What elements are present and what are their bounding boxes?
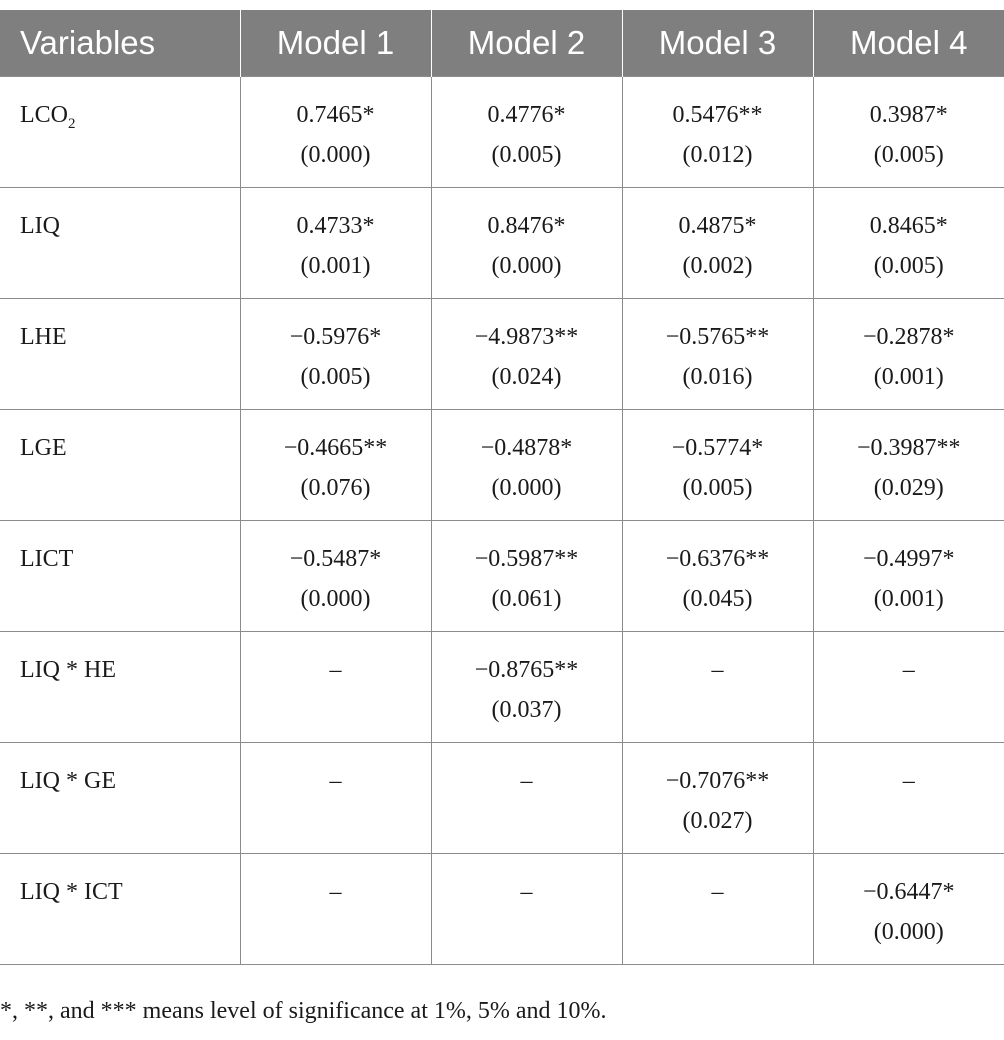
variable-label-text: LIQ * HE (20, 657, 116, 683)
cell-content (432, 77, 622, 175)
variable-label (20, 632, 240, 690)
p-value: (0.000) (300, 142, 371, 168)
model-4-cell (813, 743, 1004, 854)
model-1-cell (240, 743, 431, 854)
model-1-cell (240, 188, 431, 299)
cell-content (623, 77, 813, 175)
variable-cell (0, 77, 240, 188)
model-2-cell (431, 410, 622, 521)
p-value: (0.000) (873, 919, 944, 945)
model-1-cell (240, 410, 431, 521)
p-value: (0.001) (873, 586, 944, 612)
model-3-cell (622, 521, 813, 632)
header-model-2: Model 2 (431, 10, 622, 77)
cell-content (432, 632, 622, 730)
p-value: (0.076) (300, 475, 371, 501)
header-model-3: Model 3 (622, 10, 813, 77)
model-3-cell (622, 299, 813, 410)
p-value: (0.005) (873, 142, 944, 168)
coefficient-value: −0.3987** (856, 435, 961, 461)
p-value: (0.002) (682, 253, 753, 279)
table-row (0, 410, 1004, 521)
table-header (0, 10, 1004, 77)
coefficient-value: −0.2878* (862, 324, 955, 350)
model-4-cell (813, 77, 1004, 188)
cell-content (623, 299, 813, 397)
table-row (0, 632, 1004, 743)
cell-content (432, 521, 622, 619)
coefficient-value: – (329, 879, 342, 905)
coefficient-value: −0.5487* (289, 546, 382, 572)
cell-content (241, 299, 431, 397)
table-row (0, 743, 1004, 854)
cell-content (241, 632, 431, 690)
coefficient-value: −0.5765** (665, 324, 770, 350)
coefficient-value: −0.5774* (671, 435, 764, 461)
model-2-cell (431, 188, 622, 299)
coefficient-value: −0.4878* (480, 435, 573, 461)
cell-content (432, 743, 622, 801)
p-value: (0.012) (682, 142, 753, 168)
p-value: (0.045) (682, 586, 753, 612)
cell-content (814, 410, 1004, 508)
model-3-cell (622, 854, 813, 965)
coefficient-value: 0.8465* (869, 213, 948, 239)
cell-content (241, 854, 431, 912)
coefficient-value: – (902, 768, 915, 794)
variable-label-text: LIQ * ICT (20, 879, 123, 905)
coefficient-value: −0.4665** (283, 435, 388, 461)
p-value: (0.005) (491, 142, 562, 168)
model-1-cell (240, 632, 431, 743)
cell-content (623, 632, 813, 690)
cell-content (814, 854, 1004, 952)
variable-label (20, 410, 240, 468)
variable-label-text: LGE (20, 435, 67, 461)
coefficient-value: 0.4776* (487, 102, 566, 128)
p-value: (0.005) (873, 253, 944, 279)
coefficient-value: −0.6376** (665, 546, 770, 572)
coefficient-value: – (902, 657, 915, 683)
header-model-1: Model 1 (240, 10, 431, 77)
variable-label (20, 743, 240, 801)
coefficient-value: 0.4875* (678, 213, 757, 239)
p-value: (0.001) (873, 364, 944, 390)
model-4-cell (813, 410, 1004, 521)
significance-footnote: *, **, and *** means level of significance at 1%, 5% and 10%. (0, 998, 607, 1024)
variable-cell (0, 743, 240, 854)
model-1-cell (240, 521, 431, 632)
variable-cell (0, 299, 240, 410)
variable-label-text: LHE (20, 324, 67, 350)
cell-content (814, 188, 1004, 286)
variable-label-text: LICT (20, 546, 74, 572)
coefficient-value: – (711, 879, 724, 905)
table-row (0, 521, 1004, 632)
model-2-cell (431, 299, 622, 410)
cell-content (432, 299, 622, 397)
cell-content (623, 410, 813, 508)
p-value: (0.005) (682, 475, 753, 501)
coefficient-value: 0.8476* (487, 213, 566, 239)
coefficient-value: −0.5976* (289, 324, 382, 350)
p-value: (0.024) (491, 364, 562, 390)
model-3-cell (622, 188, 813, 299)
model-4-cell (813, 854, 1004, 965)
coefficient-value: 0.3987* (869, 102, 948, 128)
variable-label-text: LIQ (20, 213, 60, 239)
p-value: (0.001) (300, 253, 371, 279)
variable-label (20, 299, 240, 357)
coefficient-value: −0.6447* (862, 879, 955, 905)
cell-content (241, 743, 431, 801)
p-value: (0.005) (300, 364, 371, 390)
model-1-cell (240, 77, 431, 188)
regression-results-table (0, 10, 1004, 965)
coefficient-value: – (520, 879, 533, 905)
coefficient-value: −0.8765** (474, 657, 579, 683)
variable-label (20, 854, 240, 912)
variable-cell (0, 410, 240, 521)
cell-content (814, 77, 1004, 175)
p-value: (0.037) (491, 697, 562, 723)
variable-cell (0, 521, 240, 632)
cell-content (432, 188, 622, 286)
model-2-cell (431, 632, 622, 743)
p-value: (0.000) (491, 253, 562, 279)
header-model-4: Model 4 (813, 10, 1004, 77)
cell-content (623, 743, 813, 841)
model-1-cell (240, 299, 431, 410)
model-2-cell (431, 854, 622, 965)
model-3-cell (622, 632, 813, 743)
variable-label (20, 521, 240, 579)
model-4-cell (813, 521, 1004, 632)
cell-content (623, 188, 813, 286)
variable-label (20, 77, 240, 144)
coefficient-value: 0.7465* (296, 102, 375, 128)
p-value: (0.027) (682, 808, 753, 834)
coefficient-value: – (329, 768, 342, 794)
cell-content (814, 521, 1004, 619)
cell-content (432, 410, 622, 508)
cell-content (814, 299, 1004, 397)
table-row (0, 188, 1004, 299)
table-body (0, 77, 1004, 965)
coefficient-value: 0.4733* (296, 213, 375, 239)
cell-content (623, 521, 813, 619)
coefficient-value: – (711, 657, 724, 683)
p-value: (0.061) (491, 586, 562, 612)
cell-content (241, 188, 431, 286)
coefficient-value: −0.5987** (474, 546, 579, 572)
variable-cell (0, 188, 240, 299)
p-value: (0.029) (873, 475, 944, 501)
coefficient-value: 0.5476** (672, 102, 763, 128)
cell-content (432, 854, 622, 912)
model-2-cell (431, 77, 622, 188)
model-4-cell (813, 188, 1004, 299)
cell-content (814, 632, 1004, 690)
model-2-cell (431, 743, 622, 854)
model-3-cell (622, 410, 813, 521)
coefficient-value: – (520, 768, 533, 794)
variable-label-text: LCO (20, 102, 68, 128)
variable-label (20, 188, 240, 246)
table-row (0, 299, 1004, 410)
coefficient-value: −0.4997* (862, 546, 955, 572)
cell-content (623, 854, 813, 912)
variable-label-text: LIQ * GE (20, 768, 116, 794)
model-4-cell (813, 632, 1004, 743)
table-row (0, 854, 1004, 965)
cell-content (241, 410, 431, 508)
model-3-cell (622, 743, 813, 854)
coefficient-value: −0.7076** (665, 768, 770, 794)
table-row (0, 77, 1004, 188)
variable-label-subscript: 2 (68, 115, 76, 132)
model-2-cell (431, 521, 622, 632)
coefficient-value: −4.9873** (474, 324, 579, 350)
model-4-cell (813, 299, 1004, 410)
p-value: (0.000) (300, 586, 371, 612)
variable-cell (0, 632, 240, 743)
cell-content (241, 521, 431, 619)
cell-content (814, 743, 1004, 801)
variable-cell (0, 854, 240, 965)
header-variables: Variables (0, 10, 240, 77)
header-row (0, 10, 1004, 77)
p-value: (0.000) (491, 475, 562, 501)
p-value: (0.016) (682, 364, 753, 390)
cell-content (241, 77, 431, 175)
model-3-cell (622, 77, 813, 188)
coefficient-value: – (329, 657, 342, 683)
model-1-cell (240, 854, 431, 965)
